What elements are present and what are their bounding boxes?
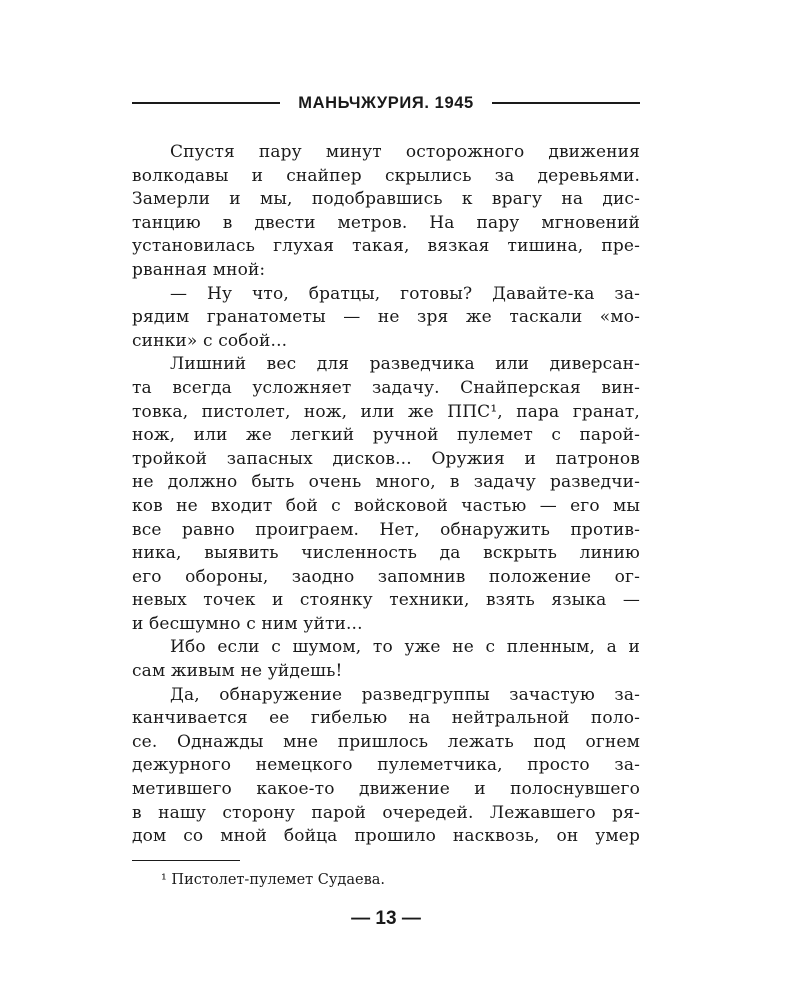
running-header-title: МАНЬЧЖУРИЯ. 1945 bbox=[298, 93, 474, 112]
text-line: — Ну что, братцы, готовы? Давайте-ка за- bbox=[170, 283, 640, 304]
text-line: ника, выявить численность да вскрыть линию bbox=[132, 543, 640, 564]
text-line: товка, пистолет, нож, или же ППС¹, пара гранат, bbox=[132, 401, 640, 422]
text-line: Да, обнаружение разведгруппы зачастую за- bbox=[170, 684, 640, 705]
text-line: нож, или же легкий ручной пулемет с парой- bbox=[132, 425, 640, 446]
text-line: невых точек и стоянку техники, взять языка — bbox=[132, 590, 640, 611]
text-line: та всегда усложняет задачу. Снайперская вин- bbox=[132, 377, 640, 398]
text-line: дежурного немецкого пулеметчика, просто за- bbox=[132, 755, 640, 776]
text-line: канчивается ее гибелью на нейтральной поло- bbox=[132, 708, 640, 729]
text-line: и бесшумно с ним уйти... bbox=[132, 613, 363, 634]
text-line: рядим гранатометы — не зря же таскали «мо- bbox=[132, 307, 640, 328]
footnote-rule bbox=[132, 860, 240, 861]
text-line: все равно проиграем. Нет, обнаружить против- bbox=[132, 519, 640, 540]
text-line: Спустя пару минут осторожного движения bbox=[170, 142, 640, 162]
header-rule-left bbox=[132, 102, 280, 104]
text-line: синки» с собой... bbox=[132, 330, 288, 351]
body-text bbox=[132, 141, 640, 849]
text-line: его обороны, заодно запомнив положение ог- bbox=[132, 566, 640, 587]
text-line: танцию в двести метров. На пару мгновений bbox=[132, 212, 640, 233]
text-line: Замерли и мы, подобравшись к врагу на дис- bbox=[132, 189, 640, 210]
text-line: не должно быть очень много, в задачу разведчи- bbox=[132, 472, 640, 493]
page-number: — 13 — bbox=[351, 908, 421, 929]
text-line: сам живым не уйдешь! bbox=[132, 661, 343, 682]
text-line: дом со мной бойца прошило насквозь, он умер bbox=[132, 826, 640, 847]
running-header bbox=[132, 88, 640, 118]
text-line: Ибо если с шумом, то уже не с пленным, а и bbox=[170, 637, 640, 658]
text-line: установилась глухая такая, вязкая тишина, пре- bbox=[132, 236, 640, 257]
header-rule-right bbox=[492, 102, 640, 104]
text-line: рванная мной: bbox=[132, 259, 266, 280]
text-line: ков не входит бой с войсковой частью — его мы bbox=[132, 495, 640, 516]
text-line: се. Однажды мне пришлось лежать под огнем bbox=[132, 731, 640, 752]
text-line: тройкой запасных дисков... Оружия и патронов bbox=[132, 448, 640, 469]
text-line: Лишний вес для разведчика или диверсан- bbox=[170, 354, 640, 375]
text-line: в нашу сторону парой очередей. Лежавшего ря- bbox=[132, 802, 640, 823]
text-line: метившего какое-то движение и полоснувшего bbox=[132, 779, 640, 800]
footnote: ¹ Пистолет-пулемет Судаева. bbox=[161, 872, 385, 888]
text-line: волкодавы и снайпер скрылись за деревьями. bbox=[132, 165, 640, 186]
